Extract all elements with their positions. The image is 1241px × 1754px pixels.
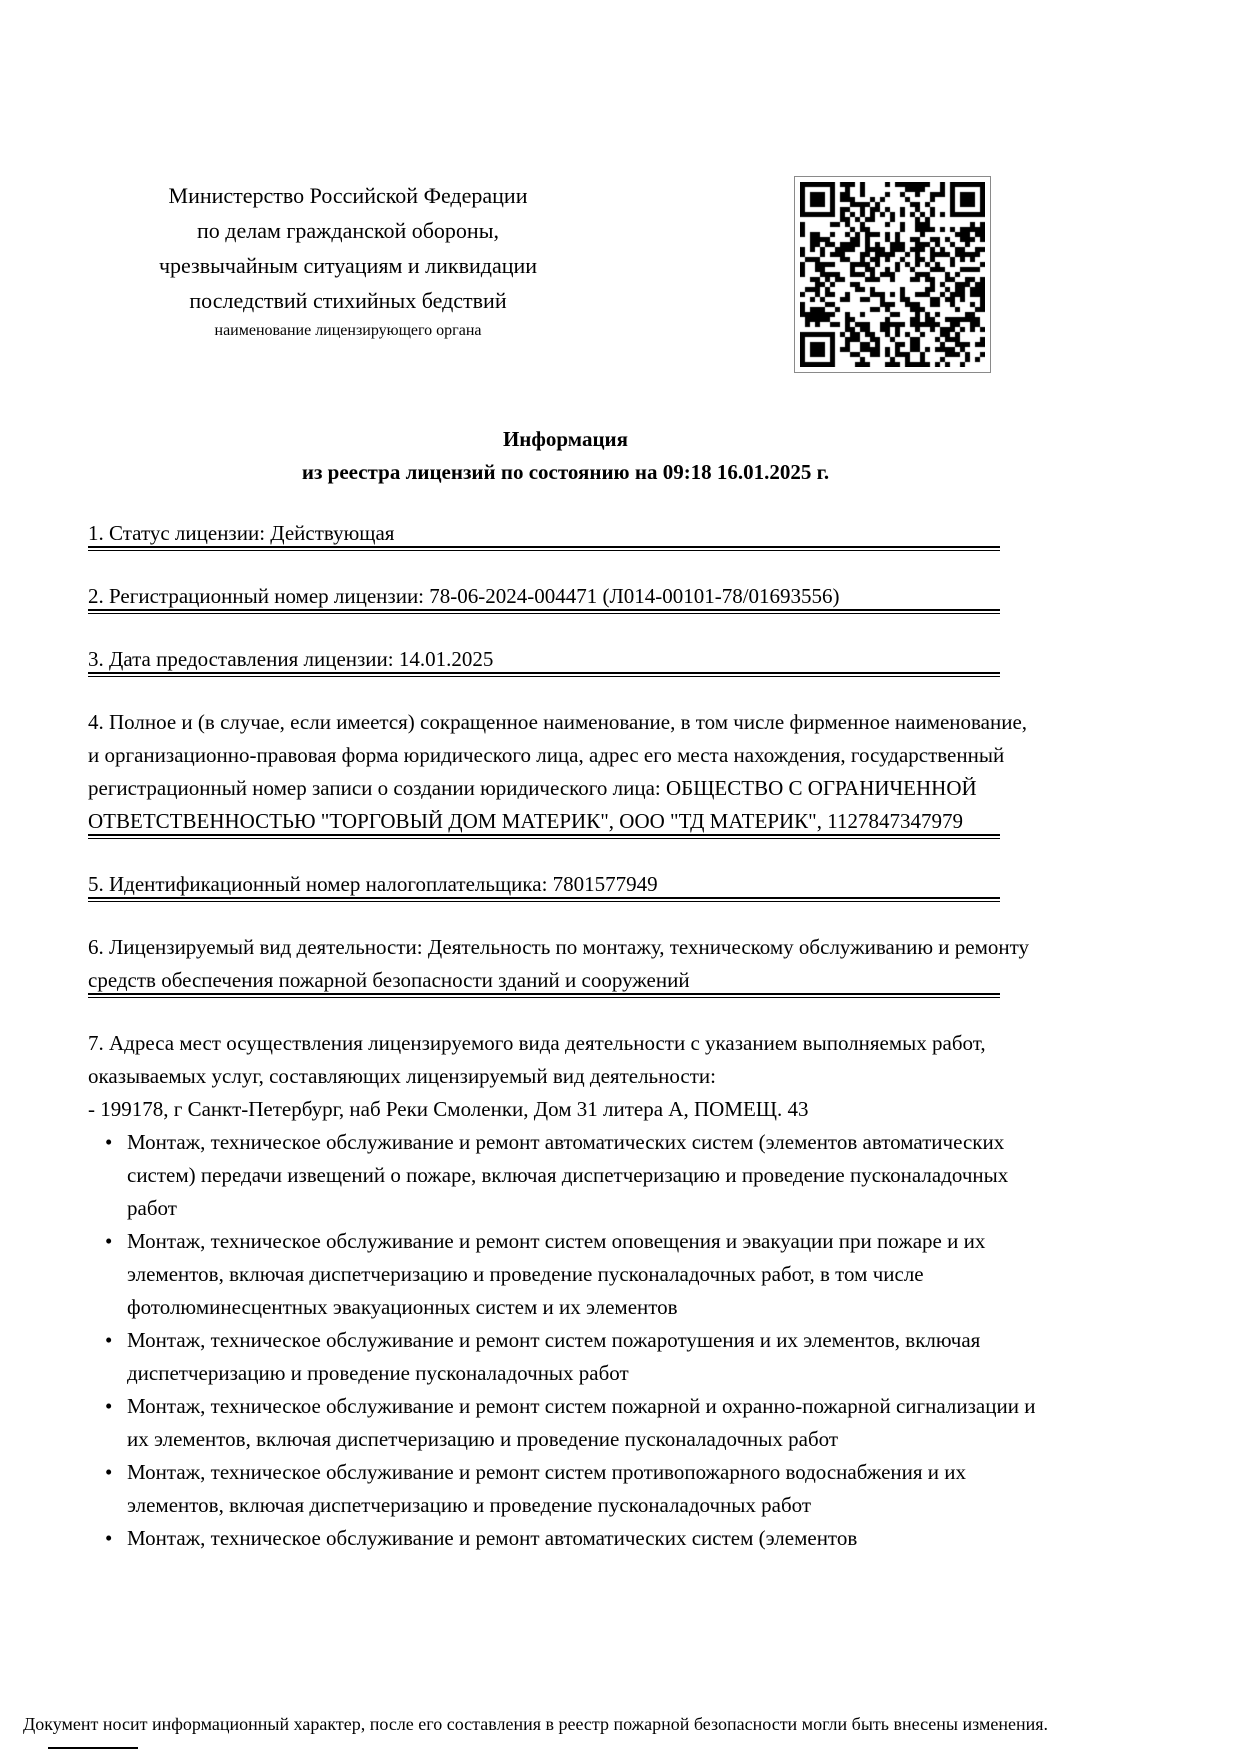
ministry-line-1: Министерство Российской Федерации [168,183,528,208]
works-list [88,1126,1043,1555]
licensing-authority [88,178,608,341]
work-list-item [88,1225,1043,1324]
page-cut-line [48,1747,138,1749]
field-taxpayer-number [88,868,1043,903]
work-item-text: Монтаж, техническое обслуживание и ремонт автоматических систем (элементов [127,1526,858,1550]
field-text: 5. Идентификационный номер налогоплательщика: 7801577949 [88,872,658,896]
bullet-icon: • [105,1328,113,1352]
field-license-status [88,517,1043,552]
qr-code-icon [794,176,991,373]
field-text: 2. Регистрационный номер лицензии: 78-06-2024-004471 (Л014-00101-78/01693556) [88,584,840,608]
ministry-line-4: последствий стихийных бедствий [189,288,507,313]
footer-note: Документ носит информационный характер, после его составления в реестр пожарной безопасности могли быть внесены изменения. [23,1714,1049,1734]
bullet-icon: • [105,1394,113,1418]
work-list-item [88,1390,1043,1456]
work-item-text: Монтаж, техническое обслуживание и ремонт автоматических систем (элементов автоматических систем) передачи извещений о пожаре, включая диспетчеризацию и проведение пусконаладочных работ [127,1130,1009,1220]
addresses-intro: 7. Адреса мест осуществления лицензируемого вида деятельности с указанием выполняемых работ, оказываемых услуг, составляющих лицензируемый вид деятельности: [88,1031,986,1088]
work-list-item [88,1456,1043,1522]
field-activity-addresses [88,1027,1043,1555]
bullet-icon: • [105,1460,113,1484]
bullet-icon: • [105,1526,113,1550]
document-title: Информация [502,427,629,451]
ministry-caption: наименование лицензирующего органа [214,322,482,339]
work-list-item [88,1126,1043,1225]
document-subtitle: из реестра лицензий по состоянию на 09:18 16.01.2025 г. [301,460,830,484]
work-item-text: Монтаж, техническое обслуживание и ремонт систем противопожарного водоснабжения и их элементов, включая диспетчеризацию и проведение пусконаладочных работ [127,1460,967,1517]
field-registration-number [88,580,1043,615]
address-line: - 199178, г Санкт-Петербург, наб Реки Смоленки, Дом 31 литера А, ПОМЕЩ. 43 [88,1097,809,1121]
field-text: 4. Полное и (в случае, если имеется) сокращенное наименование, в том числе фирменное наименование, и организационно-правовая форма юридического лица, адрес его места нахождения, государственный регистрационный номер записи о создании юридического лица: ОБЩЕСТВО С ОГРАНИЧЕННОЙ ОТВЕТСТВЕННОСТЬЮ "ТОРГОВЫЙ ДОМ МАТЕРИК", ООО "ТД МАТЕРИК", 1127847347979 [88,710,1028,833]
field-text: 1. Статус лицензии: Действующая [88,521,395,545]
document-title-block [88,423,1043,489]
field-text: 3. Дата предоставления лицензии: 14.01.2025 [88,647,494,671]
field-licensed-activity [88,931,1043,999]
ministry-line-3: чрезвычайным ситуациям и ликвидации [158,253,538,278]
work-item-text: Монтаж, техническое обслуживание и ремонт систем пожаротушения и их элементов, включая диспетчеризацию и проведение пусконаладочных работ [127,1328,981,1385]
bullet-icon: • [105,1130,113,1154]
field-grant-date [88,643,1043,678]
work-list-item [88,1522,1043,1555]
document-header [0,0,1241,423]
bullet-icon: • [105,1229,113,1253]
work-item-text: Монтаж, техническое обслуживание и ремонт систем оповещения и эвакуации при пожаре и их элементов, включая диспетчеризацию и проведение пусконаладочных работ, в том числе фотолюминесцентных эвакуационных систем и их элементов [127,1229,986,1319]
qr-code-pattern [800,182,985,367]
ministry-line-2: по делам гражданской обороны, [197,218,499,243]
field-organization-name [88,706,1043,840]
work-list-item [88,1324,1043,1390]
document-body [88,517,1043,1555]
field-text: 6. Лицензируемый вид деятельности: Деятельность по монтажу, техническому обслуживанию и ремонту средств обеспечения пожарной безопасности зданий и сооружений [88,935,1030,992]
work-item-text: Монтаж, техническое обслуживание и ремонт систем пожарной и охранно-пожарной сигнализации и их элементов, включая диспетчеризацию и проведение пусконаладочных работ [127,1394,1036,1451]
